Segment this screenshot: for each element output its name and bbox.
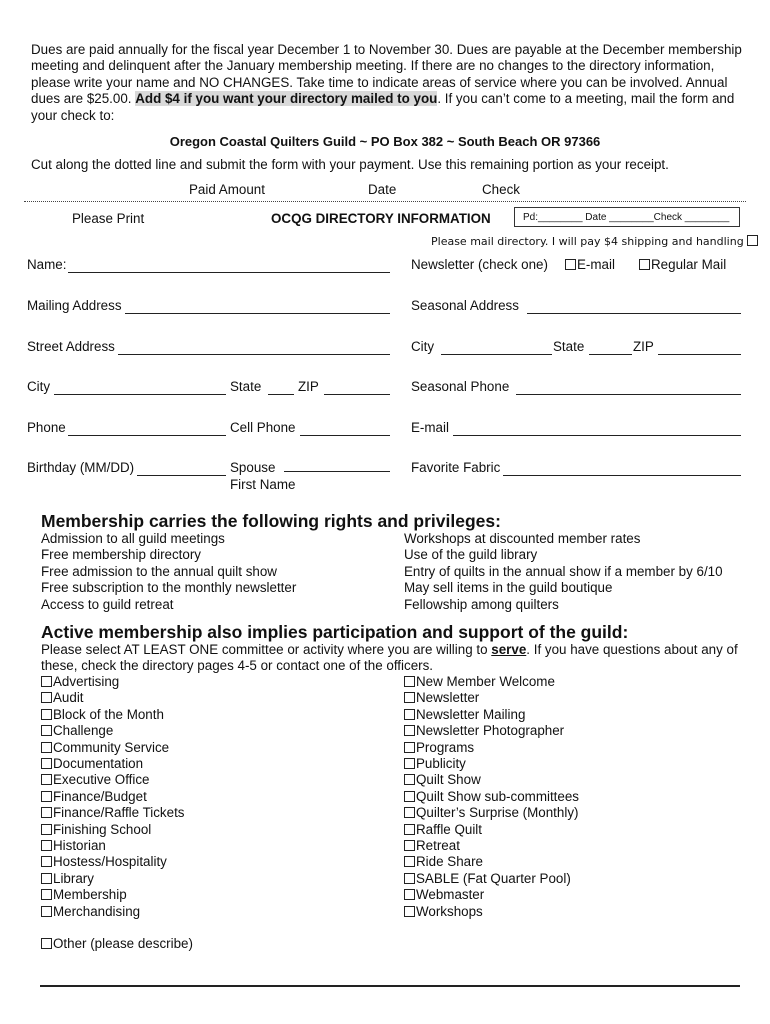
mail-directory-option[interactable]: Please mail directory. I will pay $4 shipping and handling: [431, 235, 759, 248]
spouse-field[interactable]: [284, 471, 390, 472]
city-field[interactable]: [54, 394, 226, 395]
committee-option[interactable]: Finance/Budget: [41, 789, 193, 805]
state-label: State: [230, 379, 262, 394]
seasonal-state-label: State: [553, 339, 585, 354]
checkbox[interactable]: [404, 758, 415, 769]
favorite-fabric-field[interactable]: [503, 475, 741, 476]
seasonal-city-label: City: [411, 339, 435, 354]
committee-option[interactable]: Programs: [404, 740, 579, 756]
committee-option[interactable]: Workshops: [404, 904, 579, 920]
dues-instructions: Dues are paid annually for the fiscal year December 1 to November 30. Dues are payable at the December membership meeting and delinquent after the January membership meeting. If there are no changes to the directory information, please write your name and NO CHANGES. Take time to indicate areas of service where you can be involved. Annual dues are $25.00. Add $4 if you want your directory mailed to you. If you can’t come to a meeting, mail the form and your check to:: [31, 42, 742, 123]
committee-option[interactable]: New Member Welcome: [404, 674, 579, 690]
committee-list-right: [404, 674, 579, 920]
checkbox[interactable]: [41, 824, 52, 835]
checkbox[interactable]: [404, 856, 415, 867]
checkbox[interactable]: [41, 676, 52, 687]
email-label: E-mail: [411, 420, 449, 435]
checkbox[interactable]: [404, 807, 415, 818]
name-label: Name:: [27, 257, 67, 272]
committee-option[interactable]: Executive Office: [41, 772, 193, 788]
cell-phone-field[interactable]: [300, 435, 390, 436]
checkbox[interactable]: [404, 824, 415, 835]
committee-option[interactable]: Raffle Quilt: [404, 822, 579, 838]
guild-address: Oregon Coastal Quilters Guild ~ PO Box 382 ~ South Beach OR 97366: [169, 134, 601, 149]
committee-option[interactable]: Ride Share: [404, 854, 579, 870]
favorite-fabric-label: Favorite Fabric: [411, 460, 501, 475]
other-description-line[interactable]: [40, 985, 740, 987]
committee-option[interactable]: Historian: [41, 838, 193, 854]
seasonal-phone-label: Seasonal Phone: [411, 379, 510, 394]
email-field[interactable]: [453, 435, 741, 436]
committee-option[interactable]: Challenge: [41, 723, 193, 739]
name-field[interactable]: [68, 272, 390, 273]
committee-option-other[interactable]: Other (please describe): [41, 936, 193, 952]
checkbox[interactable]: [41, 725, 52, 736]
checkbox[interactable]: [41, 742, 52, 753]
list-item: Entry of quilts in the annual show if a member by 6/10: [404, 563, 723, 579]
zip-field[interactable]: [324, 394, 390, 395]
committee-option[interactable]: Community Service: [41, 740, 193, 756]
checkbox[interactable]: [41, 840, 52, 851]
please-print: Please Print: [72, 211, 145, 226]
committee-option[interactable]: Membership: [41, 887, 193, 903]
seasonal-city-field[interactable]: [441, 354, 552, 355]
committee-option[interactable]: Finance/Raffle Tickets: [41, 805, 193, 821]
committee-option[interactable]: Webmaster: [404, 887, 579, 903]
receipt-paid-amount: Paid Amount: [189, 182, 265, 197]
checkbox[interactable]: [404, 774, 415, 785]
checkbox[interactable]: [404, 906, 415, 917]
newsletter-email-option[interactable]: E-mail: [565, 257, 615, 272]
list-item: Free membership directory: [41, 547, 201, 563]
newsletter-regular-mail-checkbox[interactable]: [639, 259, 650, 270]
checkbox[interactable]: [41, 692, 52, 703]
checkbox[interactable]: [41, 791, 52, 802]
list-item: Use of the guild library: [404, 547, 538, 563]
checkbox[interactable]: [404, 840, 415, 851]
committee-option[interactable]: Newsletter Mailing: [404, 707, 579, 723]
committee-option[interactable]: Finishing School: [41, 822, 193, 838]
committee-option[interactable]: Advertising: [41, 674, 193, 690]
list-item: Fellowship among quilters: [404, 596, 559, 612]
cut-instructions: Cut along the dotted line and submit the form with your payment. Use this remaining portion as your receipt.: [31, 157, 669, 172]
rights-list-left: [41, 531, 296, 613]
committee-option[interactable]: Block of the Month: [41, 707, 193, 723]
checkbox[interactable]: [404, 791, 415, 802]
state-field[interactable]: [268, 394, 294, 395]
checkbox[interactable]: [41, 889, 52, 900]
street-address-field[interactable]: [118, 354, 390, 355]
checkbox[interactable]: [404, 889, 415, 900]
active-instructions: Please select AT LEAST ONE committee or activity where you are willing to serve. If you have questions about any of these, check the directory pages 4-5 or contact one of the officers.: [41, 642, 738, 674]
receipt-check: Check: [482, 182, 520, 197]
receipt-date: Date: [368, 182, 397, 197]
cut-line: [24, 201, 746, 202]
committee-option[interactable]: SABLE (Fat Quarter Pool): [404, 871, 579, 887]
committee-option[interactable]: Quilter’s Surprise (Monthly): [404, 805, 579, 821]
rights-heading: Membership carries the following rights and privileges:: [41, 511, 501, 531]
seasonal-phone-field[interactable]: [516, 394, 741, 395]
seasonal-address-label: Seasonal Address: [411, 298, 519, 313]
committee-option[interactable]: Merchandising: [41, 904, 193, 920]
newsletter-label: Newsletter (check one): [411, 257, 548, 272]
committee-option[interactable]: Quilt Show: [404, 772, 579, 788]
checkbox[interactable]: [41, 906, 52, 917]
checkbox[interactable]: [404, 676, 415, 687]
checkbox[interactable]: [404, 742, 415, 753]
checkbox[interactable]: [41, 938, 52, 949]
cell-phone-label: Cell Phone: [230, 420, 296, 435]
list-item: Access to guild retreat: [41, 596, 174, 612]
checkbox[interactable]: [41, 856, 52, 867]
seasonal-state-field[interactable]: [589, 354, 632, 355]
office-use-box: Pd:________ Date ________Check ________: [514, 207, 740, 227]
committee-option[interactable]: Retreat: [404, 838, 579, 854]
phone-field[interactable]: [68, 435, 226, 436]
checkbox[interactable]: [41, 709, 52, 720]
committee-option[interactable]: Publicity: [404, 756, 579, 772]
birthday-label: Birthday (MM/DD): [27, 460, 135, 475]
mailing-address-label: Mailing Address: [27, 298, 122, 313]
spouse-first-name-label: First Name: [230, 477, 296, 492]
street-address-label: Street Address: [27, 339, 115, 354]
committee-option[interactable]: Library: [41, 871, 193, 887]
committee-option[interactable]: Newsletter Photographer: [404, 723, 579, 739]
mail-directory-checkbox[interactable]: [747, 235, 758, 246]
newsletter-regular-mail-option[interactable]: Regular Mail: [639, 257, 726, 272]
spouse-label: Spouse: [230, 460, 276, 475]
list-item: May sell items in the guild boutique: [404, 580, 613, 596]
phone-label: Phone: [27, 420, 66, 435]
committee-option[interactable]: Quilt Show sub-committees: [404, 789, 579, 805]
checkbox[interactable]: [404, 692, 415, 703]
checkbox[interactable]: [404, 709, 415, 720]
checkbox[interactable]: [404, 725, 415, 736]
seasonal-zip-field[interactable]: [658, 354, 741, 355]
checkbox[interactable]: [41, 774, 52, 785]
checkbox[interactable]: [404, 873, 415, 884]
directory-title: OCQG DIRECTORY INFORMATION: [271, 211, 491, 226]
committee-option[interactable]: Newsletter: [404, 690, 579, 706]
list-item: Workshops at discounted member rates: [404, 531, 641, 546]
committee-list-left: [41, 674, 193, 953]
list-item: Free subscription to the monthly newsletter: [41, 580, 297, 596]
mailing-address-field[interactable]: [125, 313, 390, 314]
list-item: Free admission to the annual quilt show: [41, 563, 277, 579]
checkbox[interactable]: [41, 873, 52, 884]
rights-list-right: [404, 531, 723, 613]
active-heading: Active membership also implies participation and support of the guild:: [41, 622, 629, 642]
newsletter-email-checkbox[interactable]: [565, 259, 576, 270]
seasonal-address-field[interactable]: [527, 313, 741, 314]
seasonal-zip-label: ZIP: [633, 339, 654, 354]
committee-option[interactable]: Hostess/Hospitality: [41, 854, 193, 870]
zip-label: ZIP: [298, 379, 319, 394]
committee-option[interactable]: Documentation: [41, 756, 193, 772]
checkbox[interactable]: [41, 807, 52, 818]
birthday-field[interactable]: [137, 475, 226, 476]
mail-directory-highlight: Add $4 if you want your directory mailed to you: [135, 91, 438, 107]
list-item: Admission to all guild meetings: [41, 531, 225, 546]
city-label: City: [27, 379, 51, 394]
checkbox[interactable]: [41, 758, 52, 769]
committee-option[interactable]: Audit: [41, 690, 193, 706]
